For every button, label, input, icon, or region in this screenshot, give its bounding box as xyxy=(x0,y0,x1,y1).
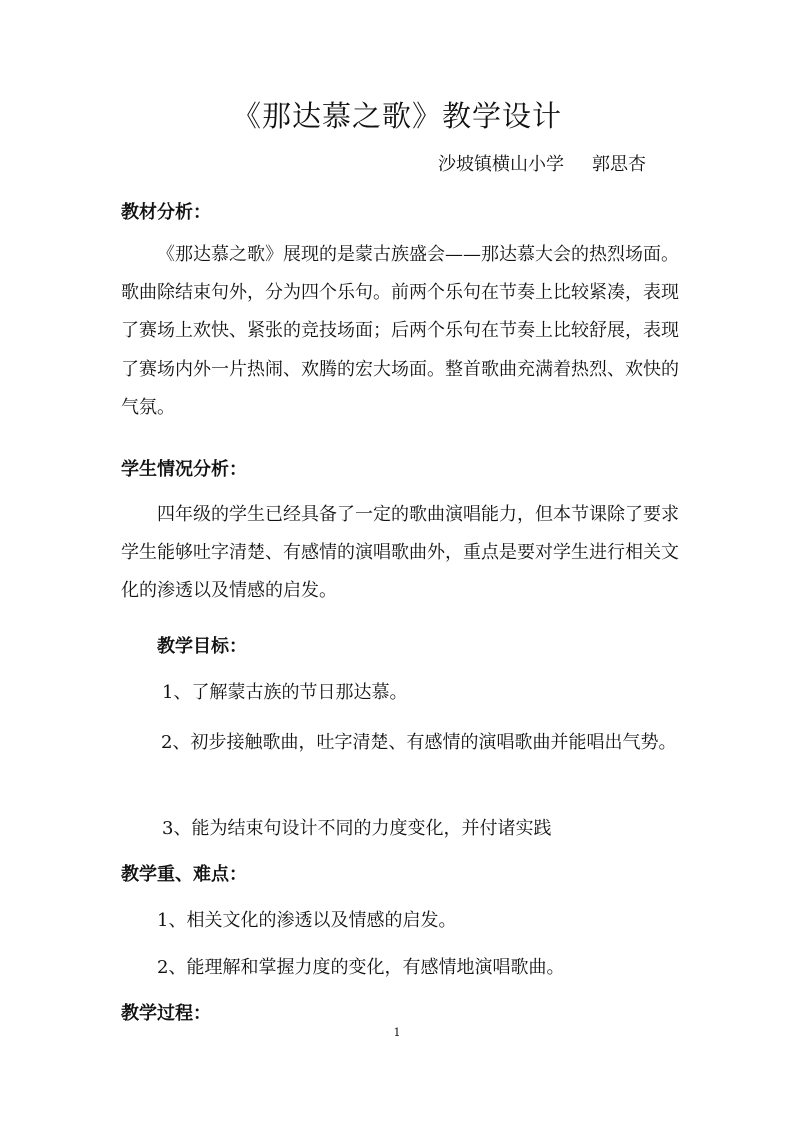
document-title: 《那达慕之歌》教学设计 xyxy=(231,99,562,133)
page-number: 1 xyxy=(393,1026,401,1039)
key-point-item-2: 2、能理解和掌握力度的变化，有感情地演唱歌曲。 xyxy=(157,957,565,978)
heading-teaching-goals: 教学目标： xyxy=(157,636,247,657)
key-point-item-1: 1、相关文化的渗透以及情感的启发。 xyxy=(157,910,457,931)
goal-item-3: 3、能为结束句设计不同的力度变化，并付诸实践 xyxy=(162,818,552,839)
heading-material-analysis: 教材分析： xyxy=(121,202,211,223)
goal-item-1: 1、了解蒙古族的节日那达慕。 xyxy=(162,682,408,703)
paragraph-student-analysis: 四年级的学生已经具备了一定的歌曲演唱能力，但本节课除了要求学生能够吐字清楚、有感情的演唱歌曲外，重点是要对学生进行相关文化的渗透以及情感的启发。 xyxy=(121,504,679,602)
heading-key-points: 教学重、难点： xyxy=(121,864,247,885)
paragraph-material-analysis: 《那达慕之歌》展现的是蒙古族盛会——那达慕大会的热烈场面。歌曲除结束句外，分为四个乐句。前两个乐句在节奏上比较紧凑，表现了赛场上欢快、紧张的竞技场面；后两个乐句在节奏上比较舒展，表现了赛场内外一片热闹、欢腾的宏大场面。整首歌曲充满着热烈、欢快的气氛。 xyxy=(121,244,679,418)
heading-student-analysis: 学生情况分析： xyxy=(121,459,247,480)
school-name: 沙坡镇横山小学 xyxy=(438,154,564,175)
author-name: 郭思杏 xyxy=(592,154,646,175)
goal-item-2: 2、初步接触歌曲，吐字清楚、有感情的演唱歌曲并能唱出气势。 xyxy=(161,732,677,753)
byline xyxy=(438,152,646,178)
heading-teaching-process: 教学过程： xyxy=(121,1003,211,1024)
